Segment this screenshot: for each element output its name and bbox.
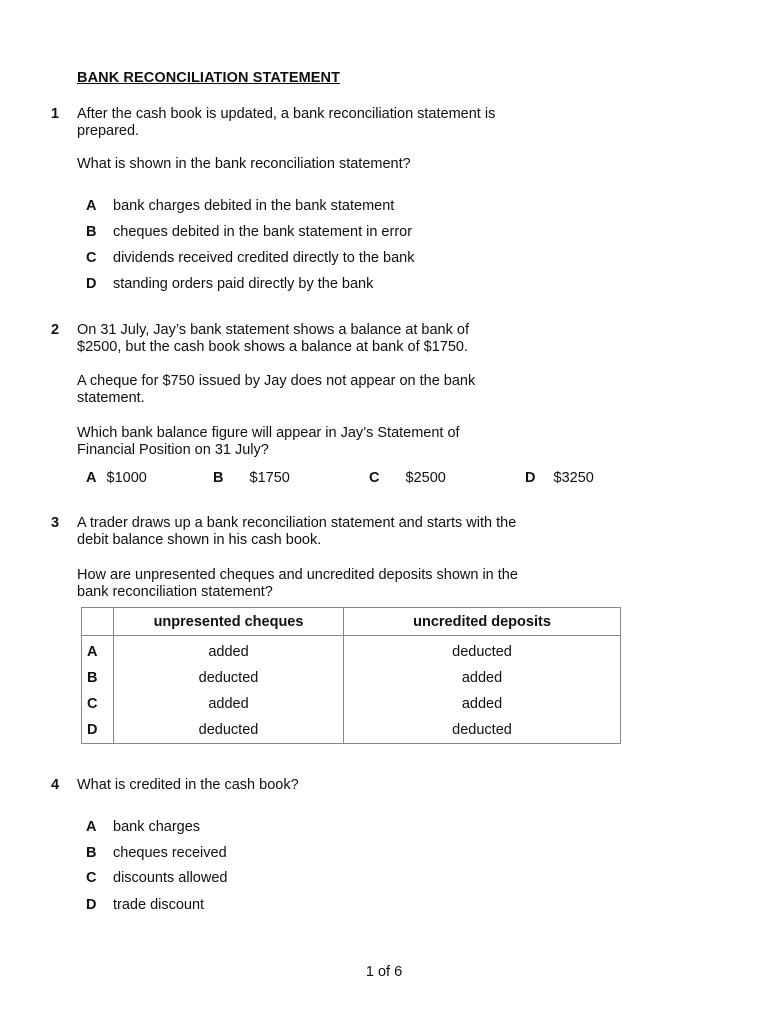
row-uncredited: deducted xyxy=(344,717,621,744)
row-unpresented: added xyxy=(114,691,344,717)
question-1-stem: After the cash book is updated, a bank reconciliation statement is prepared. xyxy=(77,106,496,139)
q1-option-d-text: standing orders paid directly by the bank xyxy=(113,276,374,292)
table-row xyxy=(82,665,621,691)
question-2-prompt: Which bank balance figure will appear in Jay’s Statement of Financial Position on 31 July? xyxy=(77,425,460,458)
q1-option-c-letter: C xyxy=(86,250,97,266)
answer-table xyxy=(81,607,621,744)
table-corner-cell xyxy=(82,608,114,636)
row-letter: B xyxy=(82,665,114,691)
question-4-number: 4 xyxy=(51,777,60,793)
q2-option-c-text: $2500 xyxy=(405,470,446,486)
row-letter: A xyxy=(82,636,114,666)
row-letter: D xyxy=(82,717,114,744)
page-number: 1 of 6 xyxy=(365,964,403,980)
q2-option-a-text: $1000 xyxy=(106,470,147,486)
q2-option-b-text: $1750 xyxy=(249,470,290,486)
q2-option-d-letter: D xyxy=(525,470,536,486)
row-unpresented: added xyxy=(114,636,344,666)
question-4-prompt: What is credited in the cash book? xyxy=(77,777,299,793)
q2-option-d xyxy=(525,470,594,486)
q1-option-c-text: dividends received credited directly to the bank xyxy=(113,250,415,266)
question-3-number: 3 xyxy=(51,515,60,531)
q1-option-b-text: cheques debited in the bank statement in error xyxy=(113,224,413,240)
q4-option-a-text: bank charges xyxy=(113,819,201,835)
table-row xyxy=(82,691,621,717)
table-row xyxy=(82,717,621,744)
question-3-stem: A trader draws up a bank reconciliation statement and starts with the debit balance shown in his cash book. xyxy=(77,515,517,548)
row-uncredited: added xyxy=(344,665,621,691)
q4-option-a-letter: A xyxy=(86,819,97,835)
question-2-number: 2 xyxy=(51,322,60,338)
table-header-row xyxy=(82,608,621,636)
table-header-unpresented: unpresented cheques xyxy=(114,608,344,636)
q2-option-c-letter: C xyxy=(369,470,380,486)
table-header-uncredited: uncredited deposits xyxy=(344,608,621,636)
row-uncredited: deducted xyxy=(344,636,621,666)
q4-option-c-letter: C xyxy=(86,870,97,886)
q4-option-d-text: trade discount xyxy=(113,897,205,913)
q4-option-d-letter: D xyxy=(86,897,97,913)
row-letter: C xyxy=(82,691,114,717)
q2-option-a xyxy=(86,470,147,486)
row-uncredited: added xyxy=(344,691,621,717)
row-unpresented: deducted xyxy=(114,665,344,691)
q2-option-d-text: $3250 xyxy=(553,470,594,486)
page-title: BANK RECONCILIATION STATEMENT xyxy=(77,70,341,86)
table-row xyxy=(82,636,621,666)
q1-option-b-letter: B xyxy=(86,224,97,240)
question-1-number: 1 xyxy=(51,106,60,122)
q4-option-c-text: discounts allowed xyxy=(113,870,228,886)
question-3-prompt: How are unpresented cheques and uncredited deposits shown in the bank reconciliation statement? xyxy=(77,567,518,600)
question-2-stem: On 31 July, Jay’s bank statement shows a balance at bank of $2500, but the cash book shows a balance at bank of $1750. xyxy=(77,322,469,355)
q4-option-b-letter: B xyxy=(86,845,97,861)
question-2-stem-2: A cheque for $750 issued by Jay does not appear on the bank statement. xyxy=(77,373,476,406)
q2-option-c xyxy=(369,470,446,486)
q4-option-b-text: cheques received xyxy=(113,845,227,861)
question-1-prompt: What is shown in the bank reconciliation statement? xyxy=(77,156,411,172)
q1-option-a-letter: A xyxy=(86,198,97,214)
q1-option-a-text: bank charges debited in the bank statement xyxy=(113,198,395,214)
q1-option-d-letter: D xyxy=(86,276,97,292)
q2-option-b xyxy=(213,470,290,486)
row-unpresented: deducted xyxy=(114,717,344,744)
q2-option-b-letter: B xyxy=(213,470,224,486)
q2-option-a-letter: A xyxy=(86,470,97,486)
